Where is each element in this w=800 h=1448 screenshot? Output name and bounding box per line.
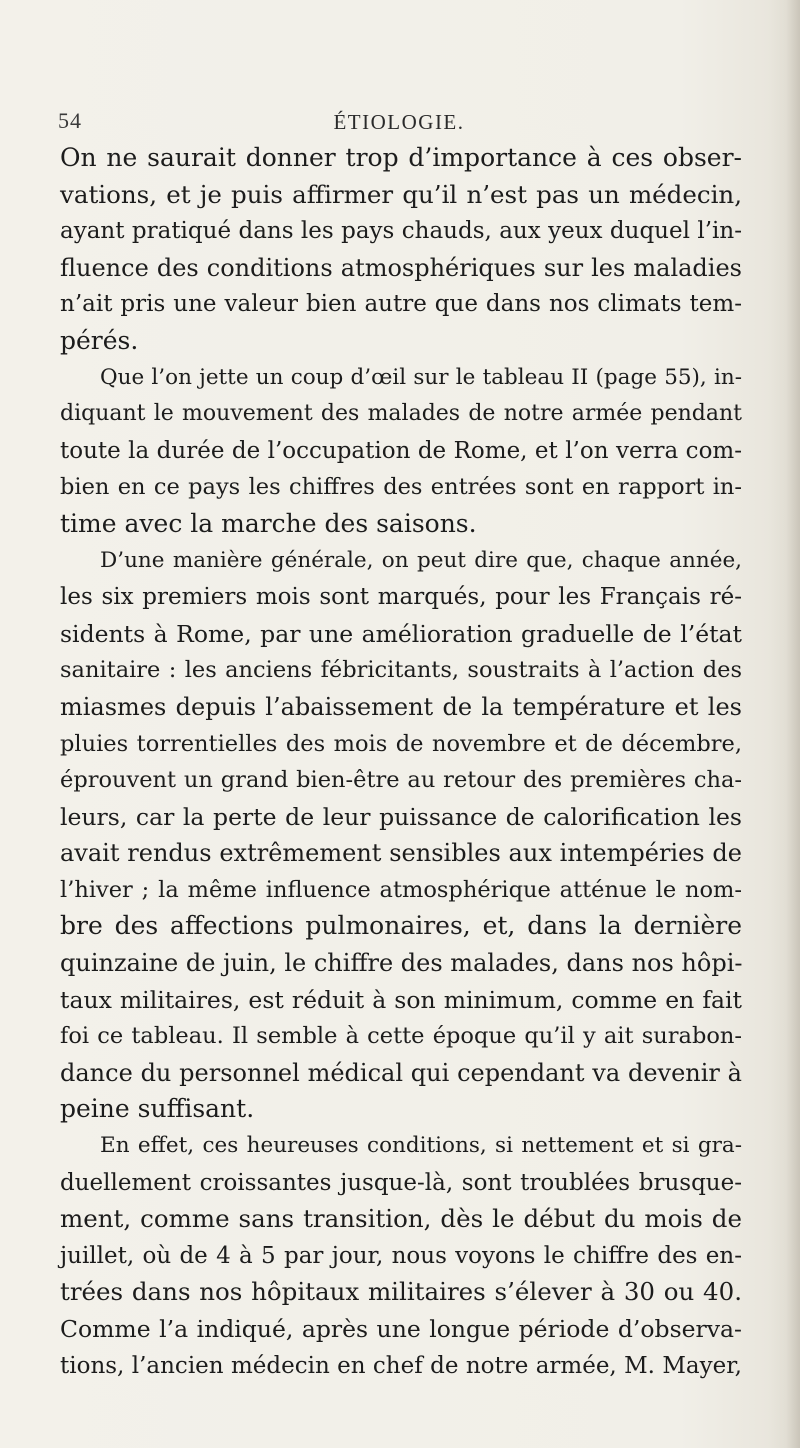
text-line: Que l’on jette un coup d’œil sur le tableau II (page 55), in- [100,364,742,390]
running-head [58,108,740,138]
text-line: toute la durée de l’occupation de Rome, et l’on verra com- [60,437,742,464]
text-line: ment, comme sans transition, dès le début du mois de [60,1204,742,1234]
text-line: juillet, où de 4 à 5 par jour, nous voyons le chiffre des en- [60,1242,742,1269]
text-line: time avec la marche des saisons. [60,508,477,538]
text-line: éprouvent un grand bien-être au retour des premières cha- [60,767,742,794]
text-line: diquant le mouvement des malades de notre armée pendant [60,401,742,427]
text-line: fluence des conditions atmosphériques sur les maladies [60,253,742,282]
text-line: sanitaire : les anciens fébricitants, soustraits à l’action des [60,657,742,684]
text-line: On ne saurait donner trop d’importance à ces obser- [60,143,742,172]
text-line: quinzaine de juin, le chiffre des malades, dans nos hôpi- [60,949,743,978]
text-line: sidents à Rome, par une amélioration graduelle de l’état [60,619,742,648]
text-line: duellement croissantes jusque-là, sont troublées brusque- [60,1169,742,1196]
text-line: les six premiers mois sont marqués, pour les Français ré- [60,584,742,611]
running-title: ÉTIOLOGIE. [333,110,465,134]
text-line: ayant pratiqué dans les pays chauds, aux yeux duquel l’in- [60,218,742,245]
text-line: dance du personnel médical qui cependant va devenir à [60,1058,742,1087]
text-line: foi ce tableau. Il semble à cette époque qu’il y ait surabon- [60,1023,742,1050]
text-line: tions, l’ancien médecin en chef de notre armée, M. Mayer, [60,1352,742,1379]
text-line: bre des affections pulmonaires, et, dans la dernière [60,911,742,941]
text-line: En effet, ces heureuses conditions, si nettement et si gra- [100,1133,742,1159]
text-line: avait rendus extrêmement sensibles aux intempéries de [60,839,742,868]
text-line: n’ait pris une valeur bien autre que dans nos climats tem- [60,291,742,318]
text-line: bien en ce pays les chiffres des entrées sont en rapport in- [60,474,742,501]
body-text [60,140,742,1384]
text-line: Comme l’a indiqué, après une longue période d’observa- [60,1315,742,1343]
page-edge-shadow [786,0,800,1448]
text-line: pérés. [60,325,139,355]
text-line: trées dans nos hôpitaux militaires s’élever à 30 ou 40. [60,1277,742,1307]
text-line: peine suffisant. [60,1094,255,1124]
text-line: miasmes depuis l’abaissement de la température et les [60,692,742,721]
page-number: 54 [58,108,82,133]
text-line: vations, et je puis affirmer qu’il n’est pas un médecin, [60,179,742,209]
text-line: l’hiver ; la même influence atmosphérique atténue le nom- [60,876,742,903]
text-line: taux militaires, est réduit à son minimum, comme en fait [60,985,742,1014]
text-line: leurs, car la perte de leur puissance de calorification les [60,802,742,831]
text-line: pluies torrentielles des mois de novembre et de décembre, [60,730,742,757]
text-line: D’une manière générale, on peut dire que, chaque année, [100,547,742,573]
